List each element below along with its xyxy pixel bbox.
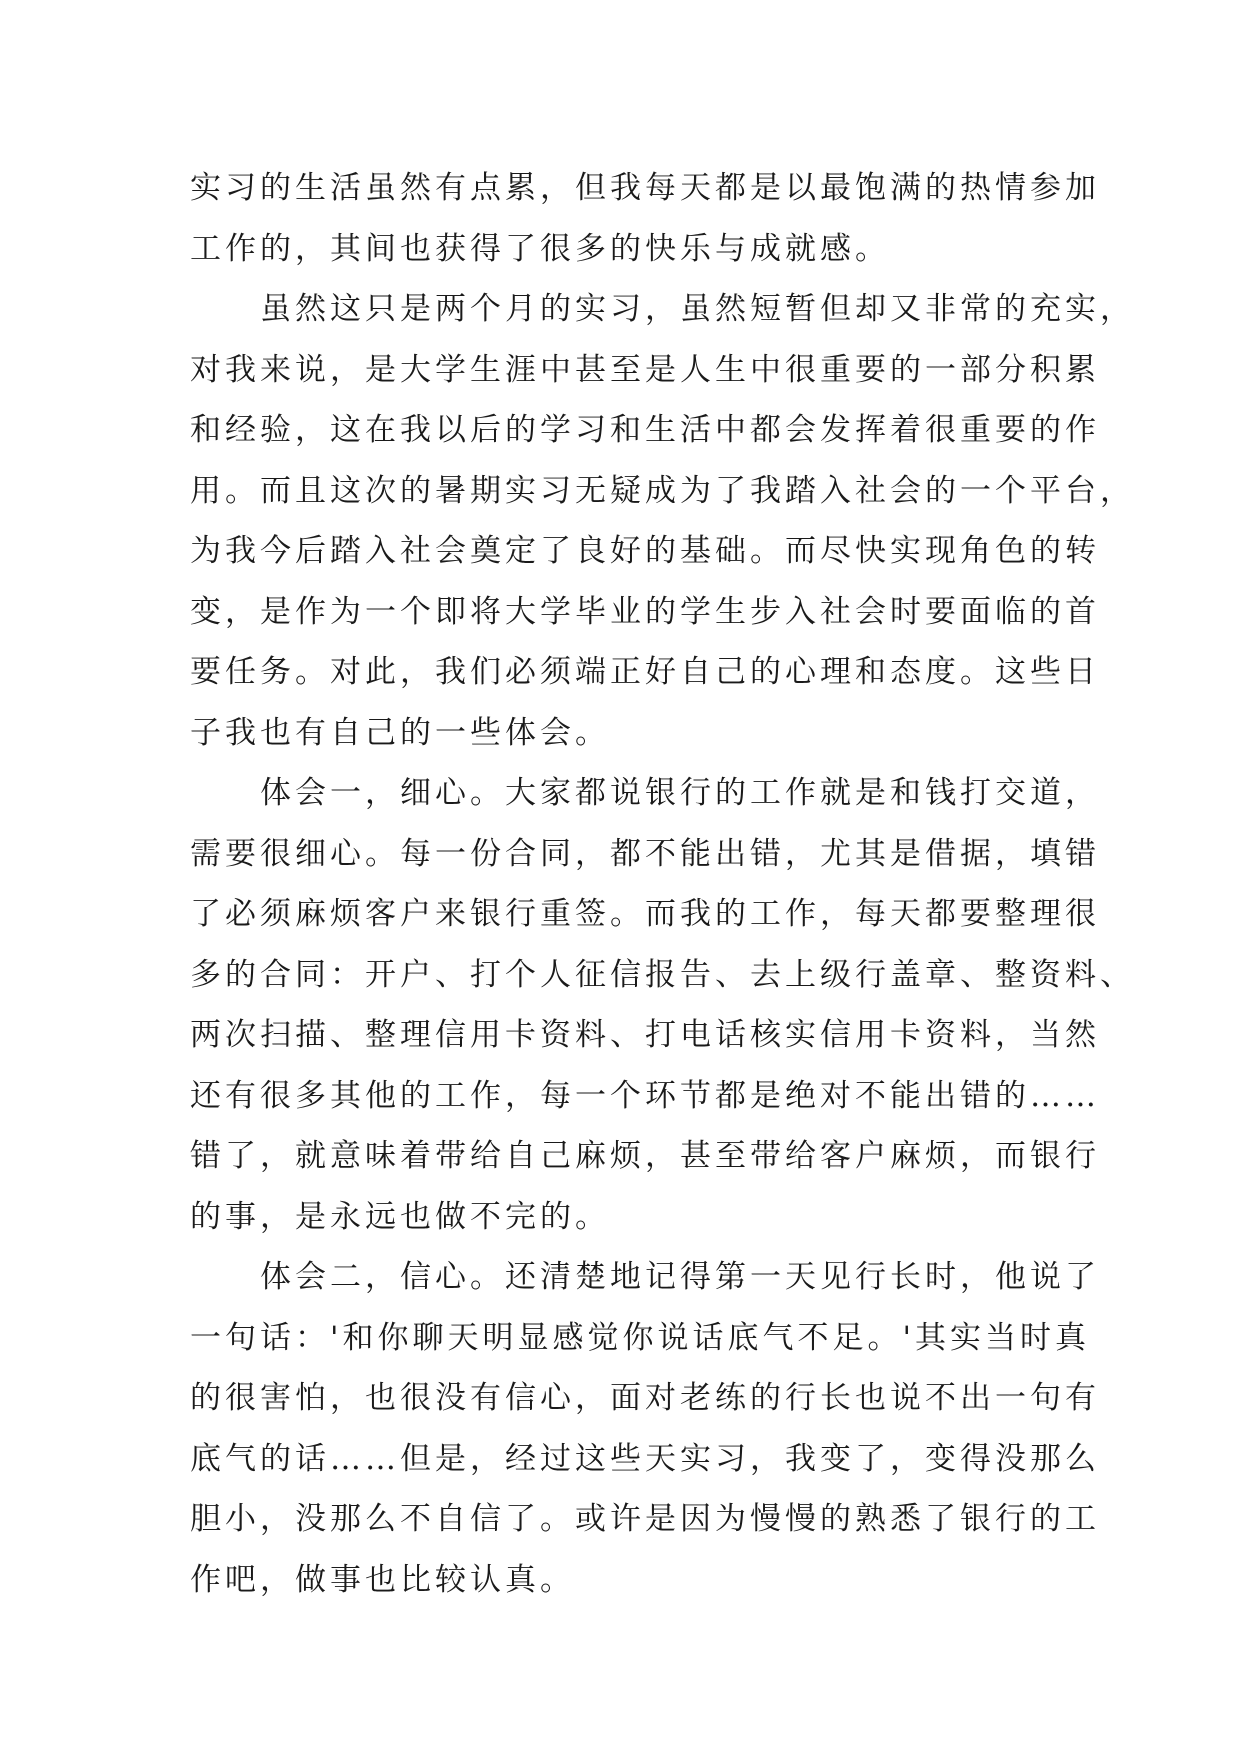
- text-line: 变，是作为一个即将大学毕业的学生步入社会时要面临的首: [190, 593, 1100, 630]
- text-line: 工作的，其间也获得了很多的快乐与成就感。: [190, 230, 890, 267]
- text-line: 体会二，信心。还清楚地记得第一天见行长时，他说了: [260, 1259, 1100, 1295]
- paragraph-4: [190, 1247, 1100, 1610]
- paragraph-1: [190, 158, 1100, 279]
- paragraph-2: [190, 279, 1135, 763]
- text-line: 虽然这只是两个月的实习，虽然短暂但却又非常的充实，: [260, 291, 1135, 327]
- text-line: 还有很多其他的工作，每一个环节都是绝对不能出错的……: [190, 1077, 1100, 1114]
- text-line: 错了，就意味着带给自己麻烦，甚至带给客户麻烦，而银行: [190, 1138, 1100, 1174]
- text-line: 要任务。对此，我们必须端正好自己的心理和态度。这些日: [190, 654, 1100, 690]
- paragraph-3: [190, 763, 1135, 1247]
- text-line: 两次扫描、整理信用卡资料、打电话核实信用卡资料，当然: [190, 1017, 1100, 1053]
- text-line: 作吧，做事也比较认真。: [190, 1561, 575, 1598]
- text-line: 多的合同：开户、打个人征信报告、去上级行盖章、整资料、: [190, 956, 1135, 993]
- body-text: [190, 158, 1135, 1610]
- text-line: 对我来说，是大学生涯中甚至是人生中很重要的一部分积累: [190, 351, 1100, 388]
- text-line: 一句话：'和你聊天明显感觉你说话底气不足。'其实当时真: [190, 1319, 1091, 1356]
- text-line: 的事，是永远也做不完的。: [190, 1198, 610, 1235]
- text-line: 和经验，这在我以后的学习和生活中都会发挥着很重要的作: [190, 412, 1100, 448]
- text-line: 胆小，没那么不自信了。或许是因为慢慢的熟悉了银行的工: [190, 1501, 1100, 1537]
- text-line: 底气的话……但是，经过这些天实习，我变了，变得没那么: [190, 1440, 1100, 1477]
- text-line: 用。而且这次的暑期实习无疑成为了我踏入社会的一个平台，: [190, 472, 1135, 509]
- text-line: 实习的生活虽然有点累，但我每天都是以最饱满的热情参加: [190, 170, 1100, 206]
- text-line: 为我今后踏入社会奠定了良好的基础。而尽快实现角色的转: [190, 533, 1100, 569]
- text-line: 子我也有自己的一些体会。: [190, 714, 610, 751]
- text-line: 体会一，细心。大家都说银行的工作就是和钱打交道，: [260, 775, 1100, 811]
- text-line: 需要很细心。每一份合同，都不能出错，尤其是借据，填错: [190, 835, 1100, 872]
- text-line: 了必须麻烦客户来银行重签。而我的工作，每天都要整理很: [190, 896, 1100, 932]
- text-line: 的很害怕，也很没有信心，面对老练的行长也说不出一句有: [190, 1380, 1100, 1416]
